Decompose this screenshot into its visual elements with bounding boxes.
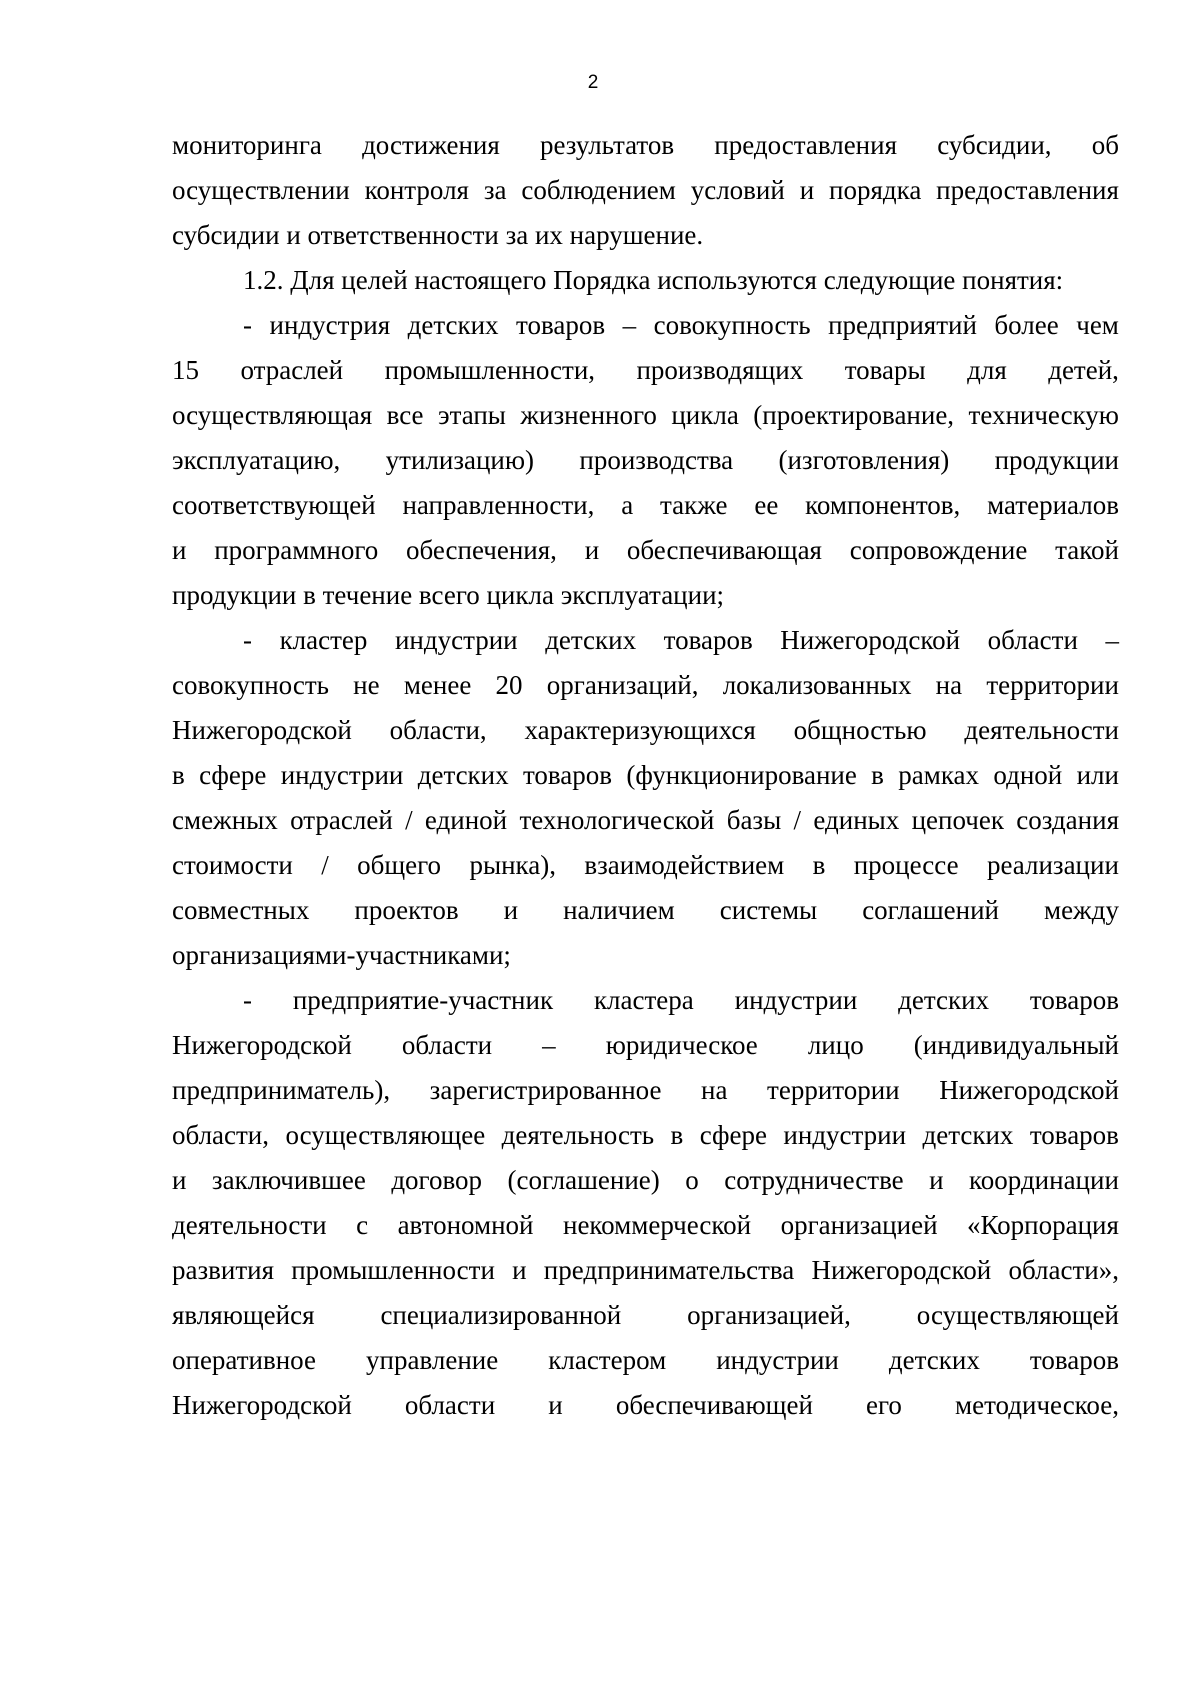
word: промышленности <box>291 1255 495 1285</box>
word: рамках <box>898 760 980 790</box>
word: детских <box>898 985 990 1015</box>
word: предприниматель), <box>172 1075 391 1105</box>
word: общностью <box>793 715 927 745</box>
word: области, <box>389 715 487 745</box>
word: области», <box>1008 1255 1119 1285</box>
word: товаров <box>663 625 753 655</box>
word: контроля <box>364 175 469 205</box>
word: совокупность <box>653 310 811 340</box>
word: отраслей <box>240 355 344 385</box>
word: не <box>353 670 380 700</box>
word: предпринимательства <box>543 1255 795 1285</box>
word: детских <box>545 625 637 655</box>
word: создания <box>1016 805 1119 835</box>
text-line: 1.2. Для целей настоящего Порядка используются следующие понятия: <box>243 265 1064 295</box>
word: технологической <box>519 805 715 835</box>
word: деятельности <box>964 715 1119 745</box>
word: - <box>243 625 252 655</box>
word: лицо <box>807 1030 864 1060</box>
word: цепочек <box>911 805 1004 835</box>
word: – <box>1105 625 1119 655</box>
word: стоимости <box>172 850 293 880</box>
word: индустрии <box>734 985 858 1015</box>
word: техническую <box>968 400 1119 430</box>
word: товаров <box>516 310 606 340</box>
word: Нижегородской <box>172 1030 352 1060</box>
word: реализации <box>986 850 1119 880</box>
word: одной <box>993 760 1063 790</box>
word: оперативное <box>172 1345 316 1375</box>
word: в <box>670 1120 684 1150</box>
word: совокупность <box>172 670 329 700</box>
word: детских <box>417 760 509 790</box>
word: локализованных <box>722 670 912 700</box>
word: сотрудничестве <box>724 1165 904 1195</box>
word: этапы <box>437 400 506 430</box>
word: управление <box>366 1345 499 1375</box>
word: производства <box>579 445 734 475</box>
word: индустрии <box>280 760 404 790</box>
word: его <box>866 1390 902 1420</box>
text-line <box>172 1298 1119 1332</box>
word: «Корпорация <box>967 1210 1119 1240</box>
word: Нижегородской <box>172 1390 352 1420</box>
text-line: субсидии и ответственности за их нарушение. <box>172 220 704 250</box>
word: для <box>967 355 1007 385</box>
word: все <box>386 400 424 430</box>
text-line <box>243 623 1119 657</box>
word: в <box>812 850 826 880</box>
word: / <box>793 805 802 835</box>
word: эксплуатацию, <box>172 445 341 475</box>
word: кластера <box>593 985 694 1015</box>
word: - <box>243 310 252 340</box>
text-line <box>172 803 1119 837</box>
word: / <box>405 805 413 835</box>
text-line <box>172 1163 1119 1197</box>
word: автономной <box>397 1210 534 1240</box>
word: детей, <box>1048 355 1119 385</box>
word: результатов <box>539 130 675 160</box>
word: (проектирование, <box>753 400 955 430</box>
word: общего <box>357 850 442 880</box>
word: промышленности, <box>384 355 596 385</box>
word: координации <box>969 1165 1119 1195</box>
word: и <box>172 1165 187 1195</box>
word: (индивидуальный <box>913 1030 1119 1060</box>
word: – <box>542 1030 556 1060</box>
word: (функционирование <box>626 760 857 790</box>
word: цикла <box>671 400 739 430</box>
word: о <box>685 1165 699 1195</box>
word: направленности, <box>402 490 595 520</box>
word: детских <box>922 1120 1014 1150</box>
word: предприятий <box>828 310 977 340</box>
text-line <box>172 1253 1119 1287</box>
word: области <box>987 625 1078 655</box>
word: единой <box>424 805 508 835</box>
word: соблюдением <box>521 175 676 205</box>
word: соглашений <box>862 895 999 925</box>
word: и <box>172 535 187 565</box>
text-line <box>243 983 1119 1017</box>
text-line <box>172 443 1119 477</box>
word: деятельность <box>501 1120 655 1150</box>
word: территории <box>767 1075 900 1105</box>
text-line <box>172 668 1119 702</box>
word: развития <box>172 1255 275 1285</box>
word: об <box>1091 130 1119 160</box>
word: обеспечивающая <box>626 535 822 565</box>
word: являющейся <box>172 1300 315 1330</box>
word: специализированной <box>380 1300 622 1330</box>
text-line <box>172 1208 1119 1242</box>
word: осуществляющей <box>916 1300 1119 1330</box>
word: договор <box>391 1165 483 1195</box>
word: компонентов, <box>805 490 961 520</box>
word: или <box>1076 760 1119 790</box>
text-line <box>172 1343 1119 1377</box>
text-line <box>172 1028 1119 1062</box>
word: сфере <box>199 760 267 790</box>
word: 15 <box>172 355 199 385</box>
word: в <box>172 760 185 790</box>
word: отраслей <box>290 805 393 835</box>
word: порядка <box>829 175 922 205</box>
word: организаций, <box>546 670 699 700</box>
word: детских <box>888 1345 980 1375</box>
word: рынка), <box>469 850 556 880</box>
word: единых <box>813 805 900 835</box>
text-line <box>172 128 1119 162</box>
word: области, <box>172 1120 270 1150</box>
word: товары <box>844 355 926 385</box>
word: и <box>503 895 519 925</box>
word: заключившее <box>211 1165 366 1195</box>
word: осуществлении <box>172 175 350 205</box>
text-line <box>172 848 1119 882</box>
text-line: организациями-участниками; <box>172 940 511 970</box>
text-line <box>172 488 1119 522</box>
word: также <box>660 490 728 520</box>
word: юридическое <box>605 1030 758 1060</box>
word: на <box>935 670 963 700</box>
word: зарегистрированное <box>429 1075 662 1105</box>
text-line <box>172 758 1119 792</box>
text-line <box>172 353 1119 387</box>
word: - <box>243 985 252 1015</box>
word: процессе <box>853 850 959 880</box>
word: методическое, <box>955 1390 1119 1420</box>
text-line <box>172 893 1119 927</box>
word: и <box>929 1165 944 1195</box>
word: производящих <box>636 355 804 385</box>
word: характеризующихся <box>524 715 756 745</box>
word: продукции <box>994 445 1119 475</box>
word: жизненного <box>520 400 657 430</box>
word: утилизацию) <box>385 445 535 475</box>
word: товаров <box>1029 1120 1119 1150</box>
word: товаров <box>1029 1345 1119 1375</box>
text-line: продукции в течение всего цикла эксплуатации; <box>172 580 725 610</box>
word: и <box>548 1390 563 1420</box>
word: взаимодействием <box>584 850 785 880</box>
text-line <box>172 173 1119 207</box>
word: некоммерческой <box>563 1210 752 1240</box>
word: (изготовления) <box>778 445 950 475</box>
text-line <box>172 398 1119 432</box>
word: субсидии, <box>937 130 1052 160</box>
word: и <box>799 175 815 205</box>
word: индустрии <box>394 625 518 655</box>
word: сфере <box>699 1120 767 1150</box>
word: деятельности <box>172 1210 327 1240</box>
word: области <box>404 1390 496 1420</box>
word: предоставления <box>714 130 898 160</box>
word: достижения <box>362 130 500 160</box>
word: и <box>584 535 600 565</box>
page-number: 2 <box>587 72 599 93</box>
word: между <box>1043 895 1119 925</box>
text-line <box>172 1118 1119 1152</box>
text-line <box>172 713 1119 747</box>
word: а <box>621 490 634 520</box>
word: Нижегородской <box>939 1075 1119 1105</box>
word: индустрия <box>269 310 391 340</box>
word: Нижегородской <box>811 1255 992 1285</box>
word: за <box>483 175 507 205</box>
word: более <box>994 310 1059 340</box>
word: с <box>356 1210 369 1240</box>
word: на <box>701 1075 728 1105</box>
word: (соглашение) <box>507 1165 660 1195</box>
word: Нижегородской <box>172 715 352 745</box>
text-line <box>243 308 1119 342</box>
word: и <box>512 1255 527 1285</box>
word: системы <box>719 895 818 925</box>
word: обеспечения, <box>406 535 557 565</box>
word: чем <box>1076 310 1119 340</box>
text-line <box>172 1388 1119 1422</box>
word: базы <box>726 805 782 835</box>
word: индустрии <box>716 1345 839 1375</box>
word: условий <box>690 175 785 205</box>
word: – <box>622 310 637 340</box>
word: Нижегородской <box>780 625 961 655</box>
word: области <box>401 1030 493 1060</box>
text-line <box>172 533 1119 567</box>
word: индустрии <box>783 1120 907 1150</box>
word: территории <box>986 670 1119 700</box>
word: / <box>321 850 329 880</box>
word: менее <box>403 670 472 700</box>
word: мониторинга <box>172 130 322 160</box>
word: осуществляющее <box>285 1120 486 1150</box>
word: предоставления <box>936 175 1119 205</box>
word: совместных <box>172 895 310 925</box>
word: сопровождение <box>849 535 1028 565</box>
word: организацией, <box>687 1300 851 1330</box>
word: в <box>871 760 884 790</box>
word: ее <box>754 490 779 520</box>
word: предприятие-участник <box>292 985 554 1015</box>
word: смежных <box>172 805 278 835</box>
word: 20 <box>495 670 523 700</box>
word: материалов <box>987 490 1119 520</box>
word: детских <box>407 310 499 340</box>
word: кластером <box>548 1345 667 1375</box>
word: такой <box>1055 535 1119 565</box>
word: программного <box>214 535 379 565</box>
word: соответствующей <box>172 490 376 520</box>
word: организацией <box>780 1210 938 1240</box>
word: наличием <box>563 895 675 925</box>
word: проектов <box>354 895 459 925</box>
word: товаров <box>522 760 613 790</box>
word: осуществляющая <box>172 400 373 430</box>
text-line <box>172 1073 1119 1107</box>
word: товаров <box>1029 985 1119 1015</box>
word: кластер <box>279 625 368 655</box>
word: обеспечивающей <box>615 1390 813 1420</box>
